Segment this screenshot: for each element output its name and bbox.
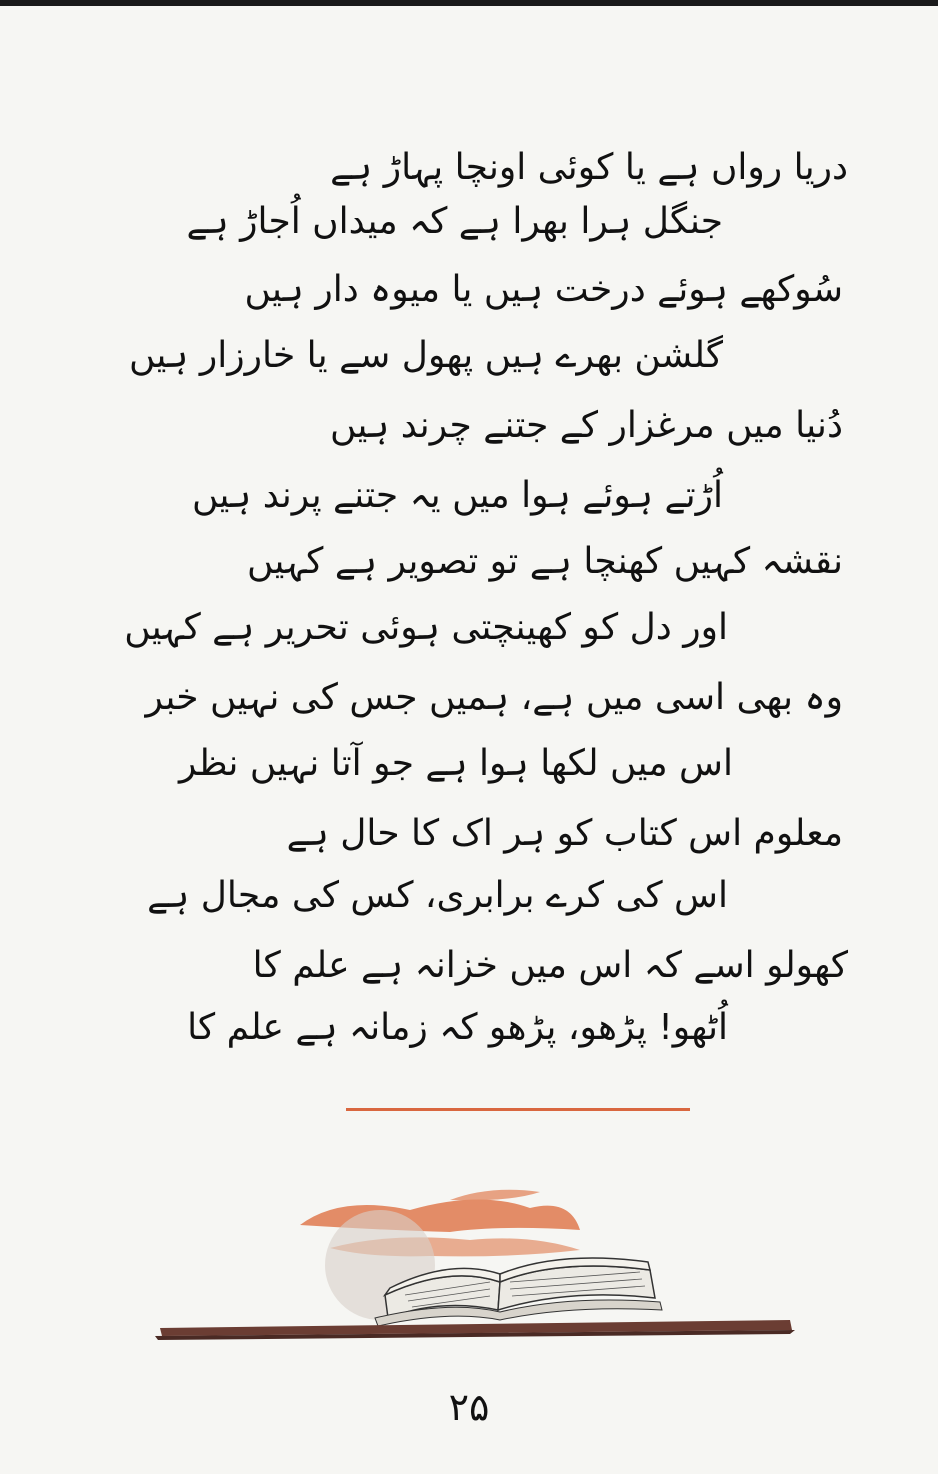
poem-line-10: اس میں لکھا ہوا ہے جو آتا نہیں نظر	[179, 743, 733, 784]
poem-line-1: دریا رواں ہے یا کوئی اونچا پہاڑ ہے	[330, 147, 848, 188]
section-divider	[346, 1108, 690, 1111]
poem-line-5: دُنیا میں مرغزار کے جتنے چرند ہیں	[329, 405, 843, 446]
page-number: ۲۵	[448, 1385, 490, 1429]
poem-line-7: نقشہ کہیں کھنچا ہے تو تصویر ہے کہیں	[246, 541, 843, 582]
poem-line-2: جنگل ہرا بھرا ہے کہ میداں اُجاڑ ہے	[186, 201, 723, 242]
open-book-icon	[150, 1170, 800, 1350]
poem-line-9: وہ بھی اسی میں ہے، ہمیں جس کی نہیں خبر	[145, 677, 843, 718]
poem-line-14: اُٹھو! پڑھو، پڑھو کہ زمانہ ہے علم کا	[187, 1007, 728, 1048]
poem-line-8: اور دل کو کھینچتی ہوئی تحریر ہے کہیں	[124, 607, 728, 648]
poem-line-6: اُڑتے ہوئے ہوا میں یہ جتنے پرند ہیں	[192, 475, 723, 516]
poem-line-4: گلشن بھرے ہیں پھول سے یا خارزار ہیں	[129, 335, 723, 376]
poem-line-12: اس کی کرے برابری، کس کی مجال ہے	[147, 875, 728, 916]
poem-line-11: معلوم اس کتاب کو ہر اک کا حال ہے	[286, 813, 843, 854]
poem-line-13: کھولو اسے کہ اس میں خزانہ ہے علم کا	[252, 945, 848, 986]
poem-line-3: سُوکھے ہوئے درخت ہیں یا میوہ دار ہیں	[244, 269, 843, 310]
